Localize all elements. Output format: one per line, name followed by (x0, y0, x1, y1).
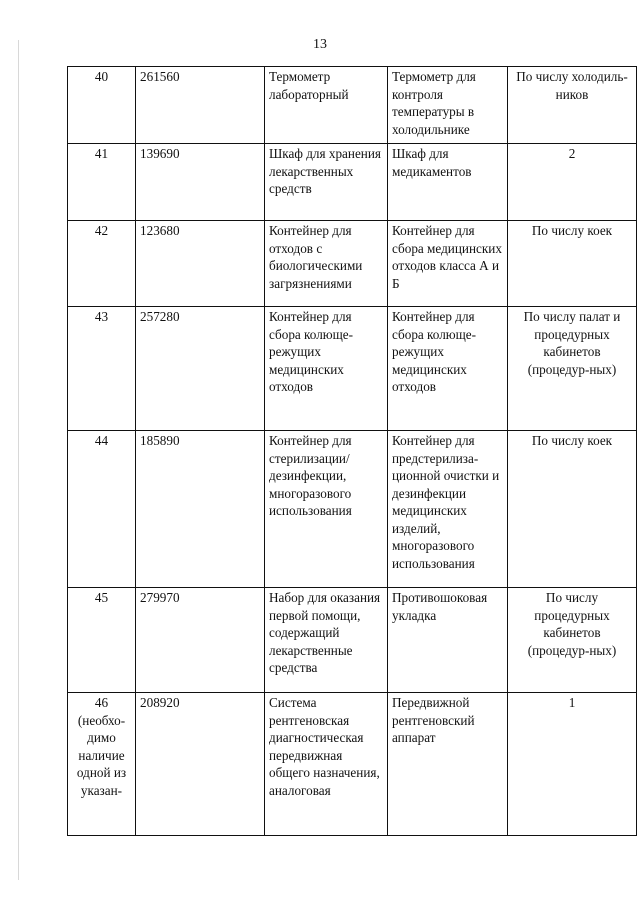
row-description: Контейнер для предстерилиза-ционной очистки и дезинфекции медицинских изделий, многоразового использования (388, 431, 508, 588)
row-code: 257280 (136, 307, 265, 431)
row-code: 208920 (136, 693, 265, 836)
page-number: 13 (313, 37, 327, 52)
row-code: 123680 (136, 221, 265, 307)
row-description: Противошоковая укладка (388, 588, 508, 693)
table-row (68, 693, 637, 836)
row-number: 44 (68, 431, 136, 588)
row-quantity: По числу коек (508, 221, 637, 307)
table-row (68, 307, 637, 431)
table-row (68, 588, 637, 693)
row-name: Контейнер для сбора колюще-режущих медицинских отходов (265, 307, 388, 431)
row-number: 43 (68, 307, 136, 431)
row-name: Контейнер для отходов с биологическими загрязнениями (265, 221, 388, 307)
row-quantity: По числу холодиль-ников (508, 67, 637, 144)
row-number: 40 (68, 67, 136, 144)
table-row (68, 431, 637, 588)
row-description: Контейнер для сбора колюще-режущих медицинских отходов (388, 307, 508, 431)
row-quantity: 1 (508, 693, 637, 836)
row-name: Система рентгеновская диагностическая передвижная общего назначения, аналоговая (265, 693, 388, 836)
row-quantity: По числу коек (508, 431, 637, 588)
row-name: Шкаф для хранения лекарственных средств (265, 144, 388, 221)
row-number: 46 (необхо-димо наличие одной из указан- (68, 693, 136, 836)
table-row (68, 221, 637, 307)
row-quantity: По числу процедурных кабинетов (процедур-ных) (508, 588, 637, 693)
row-quantity: 2 (508, 144, 637, 221)
row-description: Термометр для контроля температуры в холодильнике (388, 67, 508, 144)
table-row (68, 67, 637, 144)
row-code: 261560 (136, 67, 265, 144)
row-code: 279970 (136, 588, 265, 693)
row-name: Набор для оказания первой помощи, содержащий лекарственные средства (265, 588, 388, 693)
row-quantity: По числу палат и процедурных кабинетов (процедур-ных) (508, 307, 637, 431)
row-number: 42 (68, 221, 136, 307)
row-description: Контейнер для сбора медицинских отходов класса А и Б (388, 221, 508, 307)
row-description: Передвижной рентгеновский аппарат (388, 693, 508, 836)
row-code: 139690 (136, 144, 265, 221)
row-number: 41 (68, 144, 136, 221)
row-name: Термометр лабораторный (265, 67, 388, 144)
table-row (68, 144, 637, 221)
row-number: 45 (68, 588, 136, 693)
equipment-table (67, 66, 637, 836)
row-name: Контейнер для стерилизации/ дезинфекции, многоразового использования (265, 431, 388, 588)
row-code: 185890 (136, 431, 265, 588)
row-description: Шкаф для медикаментов (388, 144, 508, 221)
scan-artifact-line (18, 40, 19, 880)
